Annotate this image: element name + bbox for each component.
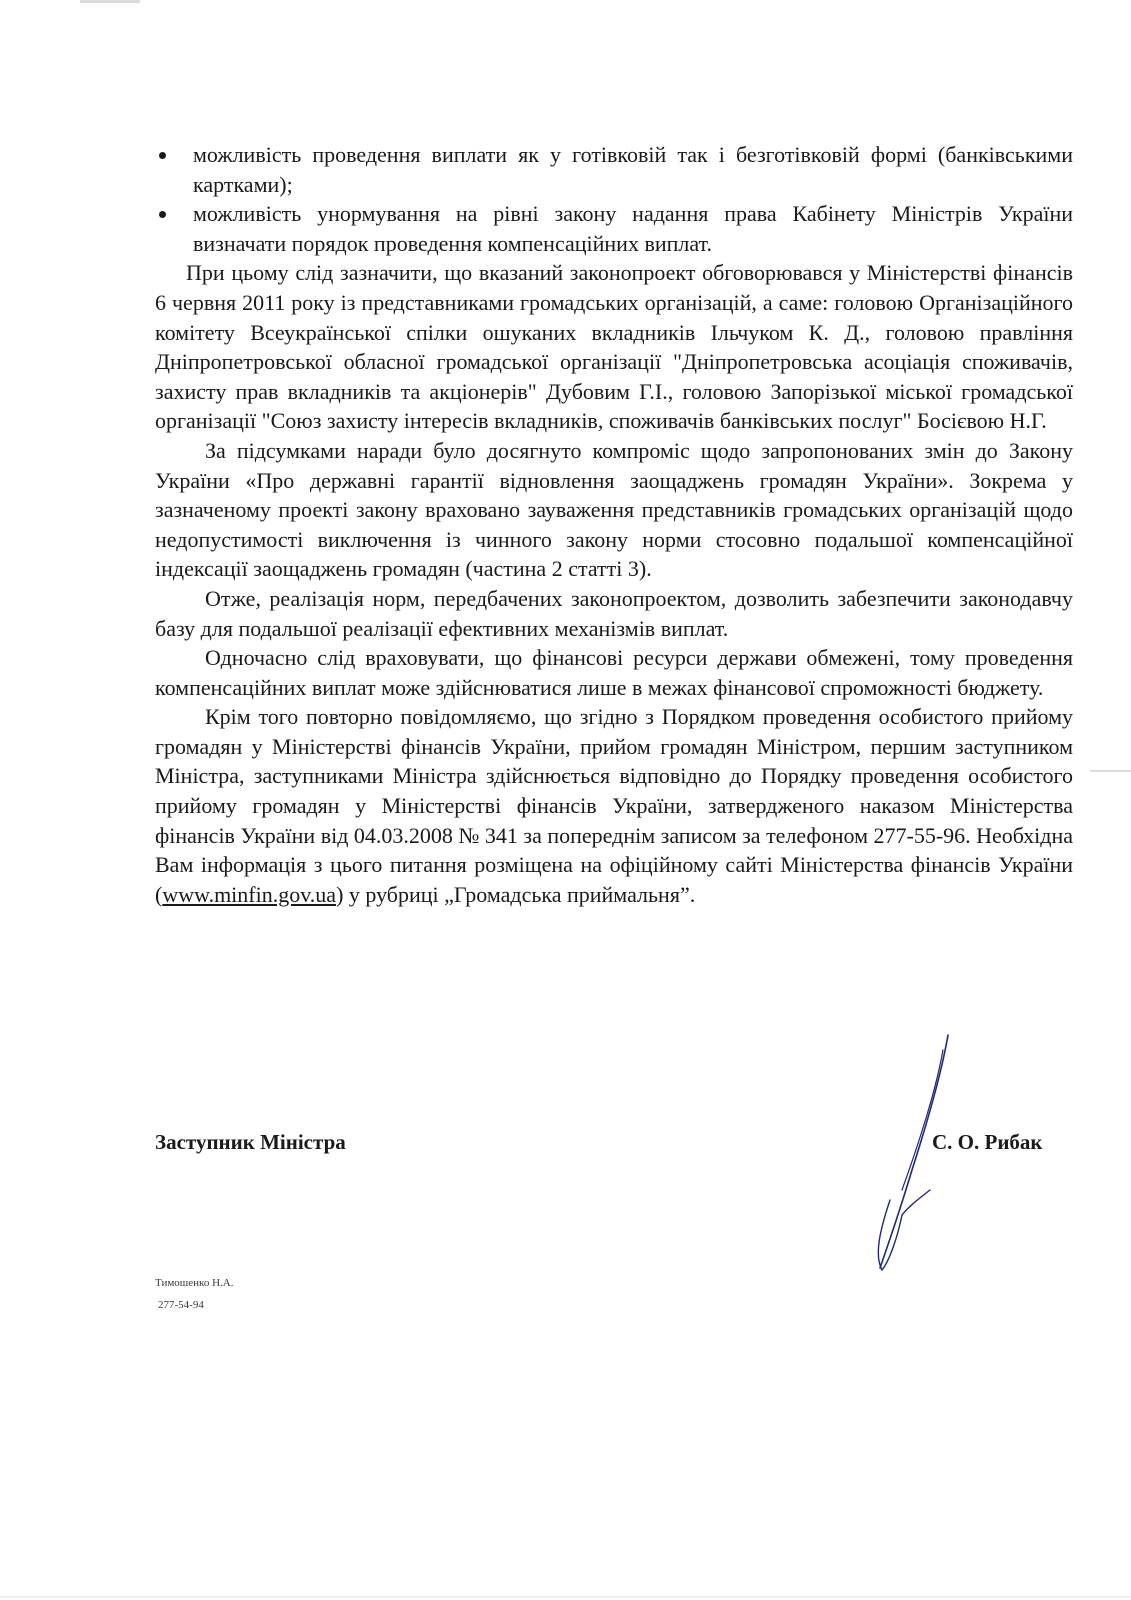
bullet-item xyxy=(155,140,1073,199)
letter-body xyxy=(155,140,1073,909)
signatory-title: Заступник Міністра xyxy=(155,1130,346,1154)
bullet-text: можливість унормування на рівні закону надання права Кабінету Міністрів України визначати порядок проведення компенсаційних виплат. xyxy=(193,201,1073,256)
bullet-dot-icon xyxy=(159,152,166,159)
paragraph-reception xyxy=(155,702,1073,909)
minfin-website-link[interactable]: www.minfin.gov.ua xyxy=(162,881,337,907)
handwritten-signature-icon xyxy=(850,1030,970,1280)
reception-text: Крім того повторно повідомляємо, що згідно з Порядком проведення особистого прийому громадян у Міністерстві фінансів України, прийом громадян Міністром, першим заступником Міністра, заступниками Міністра здійснюється відповідно до Порядку проведення особистого прийому громадян у Міністерстві фінансів України, затвердженого наказом Міністерства фінансів України від 04.03.2008 № 341 за попереднім записом за телефоном 277-55-96. Необхідна Вам інформація з цього питання розміщена на офіційному сайті Міністерства фінансів України ( xyxy=(155,704,1073,907)
scan-edge-mark xyxy=(0,1596,1131,1598)
paragraph-implementation: Отже, реалізація норм, передбачених законопроектом, дозволить забезпечити законодавчу базу для подальшої реалізації ефективних механізмів виплат. xyxy=(155,585,1073,641)
paragraph-resources: Одночасно слід враховувати, що фінансові ресурси держави обмежені, тому проведення компенсаційних виплат може здійснюватися лише в межах фінансової спроможності бюджету. xyxy=(155,645,1073,700)
executor-name: Тимошенко Н.А. xyxy=(155,1277,234,1289)
scan-edge-mark xyxy=(1090,770,1131,772)
paragraph-discussion: При цьому слід зазначити, що вказаний законопроект обговорювався у Міністерстві фінансів 6 червня 2011 року із представниками громадських організацій, а саме: головою Організаційного комітету Всеукраїнської спілки ошуканих вкладників Ільчуком К. Д., головою правління Дніпропетровської обласної громадської організації "Дніпропетровська асоціація споживачів, захисту прав вкладників та акціонерів" Дубовим Г.І., головою Запорізької міської громадської організації "Союз захисту інтересів вкладників, споживачів банківських послуг" Босієвою Н.Г. xyxy=(155,260,1073,434)
bullet-dot-icon xyxy=(159,211,166,218)
executor-phone: 277-54-94 xyxy=(158,1299,204,1311)
executor-info xyxy=(155,1272,233,1316)
bullet-item xyxy=(155,199,1073,258)
reception-text-end: ) у рубриці „Громадська приймальня”. xyxy=(336,881,696,907)
paragraph-compromise: За підсумками наради було досягнуто компроміс щодо запропонованих змін до Закону України «Про державні гарантії відновлення заощаджень громадян України». Зокрема у зазначеному проекті закону враховано зауваження представників громадських організацій щодо недопустимості виключення із чинного закону норми стосовно подальшої компенсаційної індексації заощаджень громадян (частина 2 статті 3). xyxy=(155,437,1073,582)
bullet-list xyxy=(155,140,1073,258)
bullet-text: можливість проведення виплати як у готівковій так і безготівковій формі (банківськими картками); xyxy=(193,142,1073,197)
signatory-name: С. О. Рибак xyxy=(932,1130,1043,1154)
scan-edge-mark xyxy=(80,0,140,3)
